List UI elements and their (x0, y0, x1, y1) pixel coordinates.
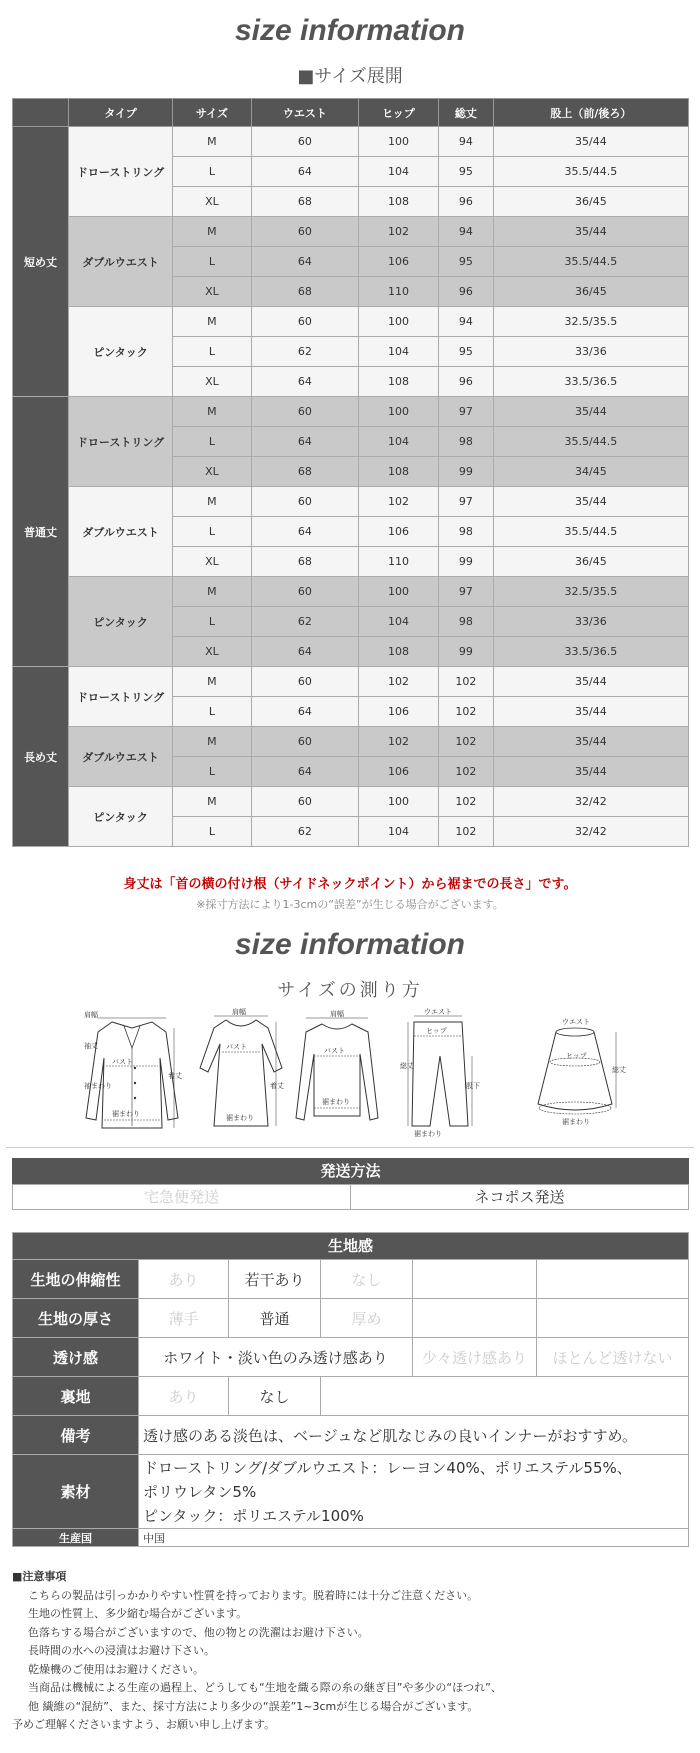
table-cell: M (173, 307, 252, 337)
table-cell: 33/36 (493, 607, 688, 637)
table-cell: M (173, 397, 252, 427)
table-cell: 95 (439, 247, 494, 277)
table-cell: L (173, 247, 252, 277)
size-table-body (13, 127, 689, 847)
table-cell: 100 (358, 397, 438, 427)
table-cell: 35.5/44.5 (493, 157, 688, 187)
type-cell: ピンタック (69, 787, 173, 847)
table-cell: 104 (358, 157, 438, 187)
table-row (13, 787, 689, 817)
table-cell: 60 (251, 727, 358, 757)
material-line: ドローストリング/ダブルウエスト：レーヨン40%、ポリエステル55%、 (143, 1458, 632, 1477)
table-cell: 95 (439, 157, 494, 187)
table-cell: 104 (358, 337, 438, 367)
table-cell: 106 (358, 517, 438, 547)
table-cell: XL (173, 367, 252, 397)
table-cell: 60 (251, 487, 358, 517)
table-cell: 60 (251, 307, 358, 337)
table-cell: 108 (358, 187, 438, 217)
table-cell: 36/45 (493, 187, 688, 217)
size-table (12, 98, 689, 847)
table-cell: 35/44 (493, 727, 688, 757)
svg-text:裾まわり: 裾まわり (414, 1130, 442, 1138)
table-cell: 102 (439, 817, 494, 847)
top-measurement-diagram (292, 1008, 382, 1138)
table-cell: 102 (439, 787, 494, 817)
table-cell: 35/44 (493, 667, 688, 697)
measurement-error-note: ※採寸方法により1-3cmの“誤差”が生じる場合がございます。 (196, 898, 504, 911)
table-cell: 33/36 (493, 337, 688, 367)
table-cell: 68 (251, 547, 358, 577)
table-cell: 32.5/35.5 (493, 577, 688, 607)
type-cell: ダブルウエスト (69, 487, 173, 577)
table-cell: 60 (251, 577, 358, 607)
table-cell: 64 (251, 517, 358, 547)
table-cell: XL (173, 547, 252, 577)
table-cell: 104 (358, 817, 438, 847)
fabric-row-lining: 裏地 あり なし (13, 1377, 689, 1416)
size-chart-subtitle: ■サイズ展開 (297, 66, 403, 87)
caution-line: 長時間の水への浸漬はお避け下さい。 (28, 1644, 215, 1657)
svg-text:ウエスト: ウエスト (424, 1008, 452, 1016)
table-cell: 108 (358, 367, 438, 397)
section-divider (6, 1147, 694, 1148)
table-row (13, 487, 689, 517)
hem-label: 裾まわり (112, 1110, 140, 1118)
table-row (13, 127, 689, 157)
caution-line: 色落ちする場合がございますので、他の物との洗濯はお避け下さい。 (28, 1625, 369, 1639)
table-cell: 108 (358, 457, 438, 487)
fabric-table (12, 1232, 689, 1547)
table-cell: M (173, 487, 252, 517)
column-header: 股上（前/後ろ） (493, 99, 688, 127)
table-cell: 96 (439, 367, 494, 397)
table-cell: 62 (251, 607, 358, 637)
table-cell: 95 (439, 337, 494, 367)
table-cell: M (173, 787, 252, 817)
table-cell: L (173, 517, 252, 547)
table-cell: 94 (439, 307, 494, 337)
table-cell: L (173, 697, 252, 727)
table-cell: 102 (439, 757, 494, 787)
shipping-option-takkyubin: 宅急便発送 (143, 1188, 219, 1206)
table-cell: 98 (439, 427, 494, 457)
table-cell: XL (173, 277, 252, 307)
table-cell: 110 (358, 277, 438, 307)
caution-line: 他 繊維の“混紡”、また、採寸方法により多少の“誤差”1~3cmが生じる場合がございます。 (28, 1699, 479, 1713)
table-cell: 32/42 (493, 787, 688, 817)
how-to-measure-subtitle: サイズの測り方 (277, 980, 423, 1001)
table-row (13, 307, 689, 337)
length-cell: 長め丈 (13, 667, 69, 847)
table-cell: 110 (358, 547, 438, 577)
table-cell: 60 (251, 217, 358, 247)
fabric-title: 生地感 (13, 1233, 689, 1260)
table-cell: 94 (439, 127, 494, 157)
table-cell: 64 (251, 157, 358, 187)
caution-line: 乾燥機のご使用はお避けください。 (28, 1662, 204, 1676)
shipping-method-title: 発送方法 (12, 1158, 689, 1184)
material-line: ポリウレタン5% (143, 1482, 257, 1501)
column-header: タイプ (69, 99, 173, 127)
table-cell: 97 (439, 397, 494, 427)
table-cell: 64 (251, 367, 358, 397)
table-cell: 102 (358, 667, 438, 697)
size-information-title: size information (234, 14, 466, 47)
fabric-row-sheer: 透け感 ホワイト・淡い色のみ透け感あり 少々透け感あり ほとんど透けない (13, 1338, 689, 1377)
table-cell: XL (173, 187, 252, 217)
table-cell: M (173, 667, 252, 697)
svg-text:裾まわり: 裾まわり (226, 1114, 254, 1122)
table-cell: 100 (358, 127, 438, 157)
column-header: 総丈 (439, 99, 494, 127)
svg-text:ウエスト: ウエスト (562, 1018, 590, 1026)
svg-text:ヒップ: ヒップ (426, 1027, 447, 1035)
bust-label: バスト (112, 1058, 133, 1066)
table-cell: 102 (358, 727, 438, 757)
table-cell: 100 (358, 787, 438, 817)
fabric-row-material: 素材 ドローストリング/ダブルウエスト：レーヨン40%、ポリエステル55%、 ポリウレタン5% ピンタック：ポリエステル100% (13, 1455, 689, 1529)
svg-text:総丈: 総丈 (400, 1062, 414, 1070)
table-cell: L (173, 157, 252, 187)
table-row (13, 397, 689, 427)
table-cell: 34/45 (493, 457, 688, 487)
table-cell: 64 (251, 247, 358, 277)
svg-text:肩幅: 肩幅 (330, 1010, 344, 1018)
table-cell: 33.5/36.5 (493, 367, 688, 397)
table-cell: M (173, 127, 252, 157)
table-cell: 97 (439, 577, 494, 607)
type-cell: ダブルウエスト (69, 727, 173, 787)
table-cell: 35/44 (493, 697, 688, 727)
material-line: ピンタック：ポリエステル100% (143, 1506, 364, 1525)
size-information-title-2: size information (234, 928, 466, 961)
svg-text:ヒップ: ヒップ (566, 1052, 587, 1060)
table-cell: 60 (251, 397, 358, 427)
size-table-header (13, 99, 689, 127)
table-cell: L (173, 427, 252, 457)
table-row (13, 667, 689, 697)
shoulder-label: 肩幅 (84, 1011, 98, 1019)
table-cell: L (173, 757, 252, 787)
table-cell: 62 (251, 817, 358, 847)
fabric-row-remarks: 備考 透け感のある淡色は、ベージュなど肌なじみの良いインナーがおすすめ。 (13, 1416, 689, 1455)
table-cell: M (173, 727, 252, 757)
table-cell: 98 (439, 607, 494, 637)
shipping-method-box (12, 1158, 689, 1210)
type-cell: ダブルウエスト (69, 217, 173, 307)
pants-measurement-diagram (400, 1008, 480, 1138)
table-cell: L (173, 337, 252, 367)
length-cell: 短め丈 (13, 127, 69, 397)
caution-notes (12, 1568, 692, 1735)
table-cell: 96 (439, 277, 494, 307)
table-cell: 102 (358, 217, 438, 247)
column-header: ウエスト (251, 99, 358, 127)
svg-text:裾まわり: 裾まわり (562, 1118, 590, 1126)
table-cell: XL (173, 637, 252, 667)
svg-text:バスト: バスト (226, 1043, 247, 1051)
type-cell: ピンタック (69, 577, 173, 667)
table-cell: 64 (251, 757, 358, 787)
table-row (13, 727, 689, 757)
table-cell: 102 (439, 697, 494, 727)
table-cell: 102 (439, 667, 494, 697)
caution-line: 予めご理解くださいますよう、お願い申し上げます。 (12, 1718, 276, 1731)
column-header: ヒップ (358, 99, 438, 127)
type-cell: ドローストリング (69, 397, 173, 487)
table-cell: 35/44 (493, 217, 688, 247)
table-cell: 68 (251, 277, 358, 307)
table-cell: 94 (439, 217, 494, 247)
table-cell: 106 (358, 247, 438, 277)
table-row (13, 577, 689, 607)
table-cell: 102 (358, 487, 438, 517)
table-cell: 60 (251, 127, 358, 157)
sleeve-label: 袖丈 (84, 1042, 98, 1050)
table-cell: 68 (251, 187, 358, 217)
dress-measurement-diagram (196, 1008, 286, 1138)
table-cell: 99 (439, 457, 494, 487)
table-cell: 100 (358, 307, 438, 337)
table-cell: 104 (358, 427, 438, 457)
table-cell: 32/42 (493, 817, 688, 847)
table-cell: 36/45 (493, 277, 688, 307)
skirt-measurement-diagram (530, 1008, 626, 1138)
table-cell: 35.5/44.5 (493, 517, 688, 547)
type-cell: ドローストリング (69, 127, 173, 217)
cuff-label: 袖まわり (84, 1082, 112, 1090)
table-cell: 33.5/36.5 (493, 637, 688, 667)
table-cell: 100 (358, 577, 438, 607)
table-cell: 36/45 (493, 547, 688, 577)
table-cell: 60 (251, 667, 358, 697)
length-label: 着丈 (168, 1072, 182, 1080)
table-cell: 35/44 (493, 757, 688, 787)
caution-title: ■注意事項 (12, 1570, 67, 1583)
table-cell: 106 (358, 757, 438, 787)
table-cell: 102 (439, 727, 494, 757)
table-cell: 99 (439, 547, 494, 577)
table-cell: 35/44 (493, 127, 688, 157)
table-cell: XL (173, 457, 252, 487)
svg-text:股下: 股下 (466, 1082, 480, 1090)
table-cell: 35.5/44.5 (493, 247, 688, 277)
table-cell: L (173, 817, 252, 847)
table-cell: 64 (251, 697, 358, 727)
table-cell: 106 (358, 697, 438, 727)
caution-line: 当商品は機械による生産の過程上、どうしても“生地を織る際の糸の継ぎ目”や多少の“ほつれ”、 (28, 1681, 502, 1694)
table-cell: 108 (358, 637, 438, 667)
table-cell: 35/44 (493, 487, 688, 517)
table-cell: 68 (251, 457, 358, 487)
table-cell: 35.5/44.5 (493, 427, 688, 457)
column-header: サイズ (173, 99, 252, 127)
table-cell: 97 (439, 487, 494, 517)
table-cell: 32.5/35.5 (493, 307, 688, 337)
caution-line: 生地の性質上、多少縮む場合がございます。 (28, 1607, 248, 1620)
svg-text:着丈: 着丈 (270, 1082, 284, 1090)
column-header (13, 99, 69, 127)
type-cell: ドローストリング (69, 667, 173, 727)
length-cell: 普通丈 (13, 397, 69, 667)
length-definition-note: 身丈は「首の横の付け根（サイドネックポイント）から裾までの長さ」です。 (123, 877, 577, 892)
table-cell: M (173, 577, 252, 607)
type-cell: ピンタック (69, 307, 173, 397)
table-cell: 99 (439, 637, 494, 667)
fabric-row-origin: 生産国 中国 (13, 1529, 689, 1547)
fabric-row-thickness: 生地の厚さ 薄手 普通 厚め (13, 1299, 689, 1338)
svg-text:裾まわり: 裾まわり (322, 1098, 350, 1106)
table-cell: 98 (439, 517, 494, 547)
table-cell: M (173, 217, 252, 247)
caution-line: こちらの製品は引っかかりやすい性質を持っております。脱着時には十分ご注意ください。 (28, 1588, 479, 1602)
table-cell: 35/44 (493, 397, 688, 427)
svg-text:バスト: バスト (324, 1047, 345, 1055)
table-row (13, 217, 689, 247)
table-cell: 60 (251, 787, 358, 817)
table-cell: 64 (251, 637, 358, 667)
table-cell: 64 (251, 427, 358, 457)
svg-text:肩幅: 肩幅 (232, 1008, 246, 1016)
shipping-option-nekopos: ネコポス発送 (350, 1185, 688, 1209)
fabric-row-stretch: 生地の伸縮性 あり 若干あり なし (13, 1260, 689, 1299)
table-cell: 62 (251, 337, 358, 367)
svg-text:総丈: 総丈 (612, 1066, 626, 1074)
coat-measurement-diagram (82, 1008, 182, 1138)
shipping-options (12, 1184, 689, 1210)
table-cell: L (173, 607, 252, 637)
table-cell: 104 (358, 607, 438, 637)
table-cell: 96 (439, 187, 494, 217)
